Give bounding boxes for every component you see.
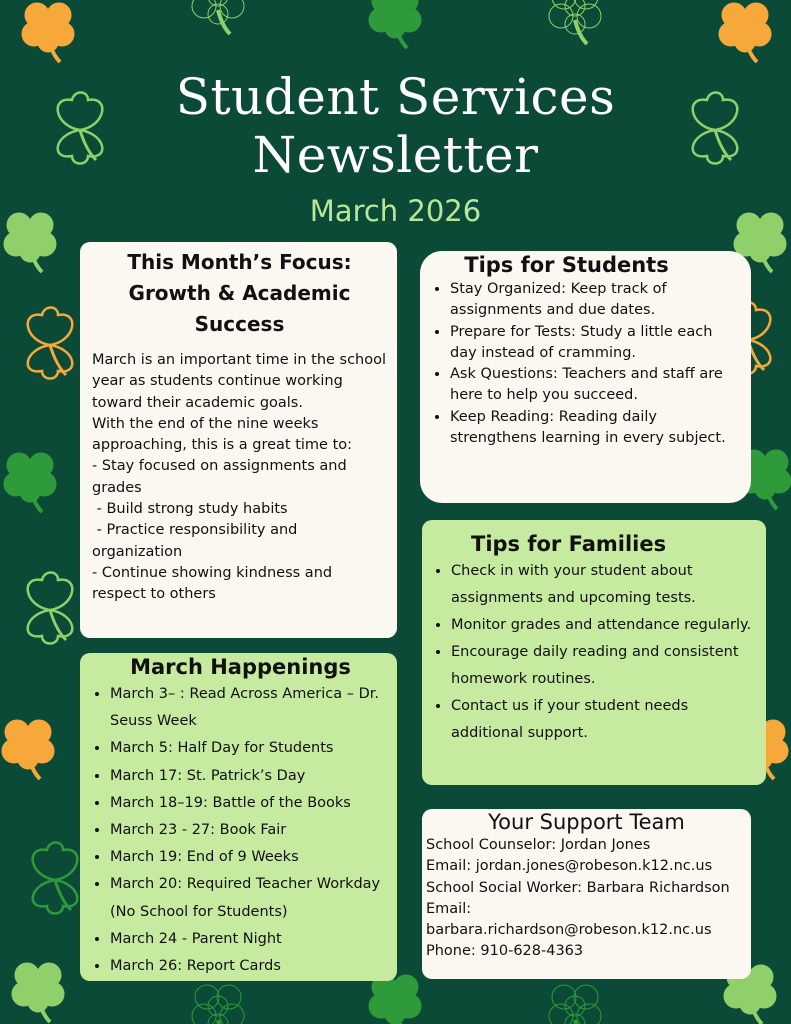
- list-item: • Contact us if your student needs additional support.: [451, 693, 760, 747]
- phone-number: Phone: 910-628-4363: [426, 943, 584, 960]
- page-title: [0, 68, 791, 184]
- focus-line: - Practice responsibility and organization: [92, 522, 302, 560]
- social-worker-email-label: Email:: [426, 900, 472, 917]
- list-item: • March 3– : Read Across America – Dr. Seuss Week: [110, 681, 389, 735]
- page-subtitle: March 2026: [309, 194, 482, 228]
- focus-card: [80, 242, 397, 638]
- list-item: • March 19: End of 9 Weeks: [110, 844, 389, 871]
- focus-line: With the end of the nine weeks approaching, this is a great time to:: [92, 415, 353, 454]
- focus-line: - Continue showing kindness and respect to others: [92, 564, 337, 603]
- social-worker-email: barbara.richardson@robeson.k12.nc.us: [426, 922, 712, 939]
- support-body: [426, 835, 747, 963]
- focus-body: [92, 350, 391, 606]
- counselor-email: Email: jordan.jones@robeson.k12.nc.us: [426, 858, 713, 875]
- list-item: • March 26: Report Cards: [110, 953, 389, 980]
- tips-students-list: [432, 279, 741, 449]
- counselor-name: School Counselor: Jordan Jones: [426, 837, 651, 853]
- happenings-heading: March Happenings: [130, 655, 351, 679]
- list-item: • Ask Questions: Teachers and staff are here to help you succeed.: [450, 364, 741, 407]
- tips-families-list: [433, 558, 760, 747]
- list-item: • March 18–19: Battle of the Books: [110, 790, 389, 817]
- happenings-list: [92, 681, 389, 980]
- tips-families-heading: Tips for Families: [471, 532, 667, 556]
- list-item: • Check in with your student about assignments and upcoming tests.: [451, 558, 760, 612]
- focus-heading: This Month’s Focus: Growth & Academic Success: [127, 250, 352, 336]
- list-item: • March 23 - 27: Book Fair: [110, 817, 389, 844]
- tips-students-card: [420, 251, 751, 503]
- social-worker-name: School Social Worker: Barbara Richardson: [426, 879, 730, 896]
- title-line-2: Newsletter: [252, 126, 539, 184]
- focus-line: - Stay focused on assignments and grades: [92, 458, 352, 496]
- list-item: • Encourage daily reading and consistent homework routines.: [451, 639, 760, 693]
- list-item: • Stay Organized: Keep track of assignments and due dates.: [450, 279, 741, 322]
- happenings-card: [80, 653, 397, 981]
- list-item: • March 17: St. Patrick’s Day: [110, 763, 389, 790]
- list-item: • Monitor grades and attendance regularly.: [451, 612, 760, 639]
- focus-line: March is an important time in the school year as students continue working toward their academic goals.: [92, 352, 391, 411]
- support-card: [422, 809, 751, 979]
- list-item: • March 5: Half Day for Students: [110, 735, 389, 762]
- focus-line: - Build strong study habits: [92, 501, 288, 518]
- list-item: • Prepare for Tests: Study a little each day instead of cramming.: [450, 322, 741, 365]
- list-item: • March 20: Required Teacher Workday (No School for Students): [110, 871, 389, 925]
- list-item: • March 24 - Parent Night: [110, 926, 389, 953]
- tips-students-heading: Tips for Students: [464, 253, 669, 277]
- title-line-1: Student Services: [175, 68, 616, 126]
- list-item: • Keep Reading: Reading daily strengthens learning in every subject.: [450, 407, 741, 450]
- support-heading: Your Support Team: [488, 810, 685, 834]
- tips-families-card: [422, 520, 766, 785]
